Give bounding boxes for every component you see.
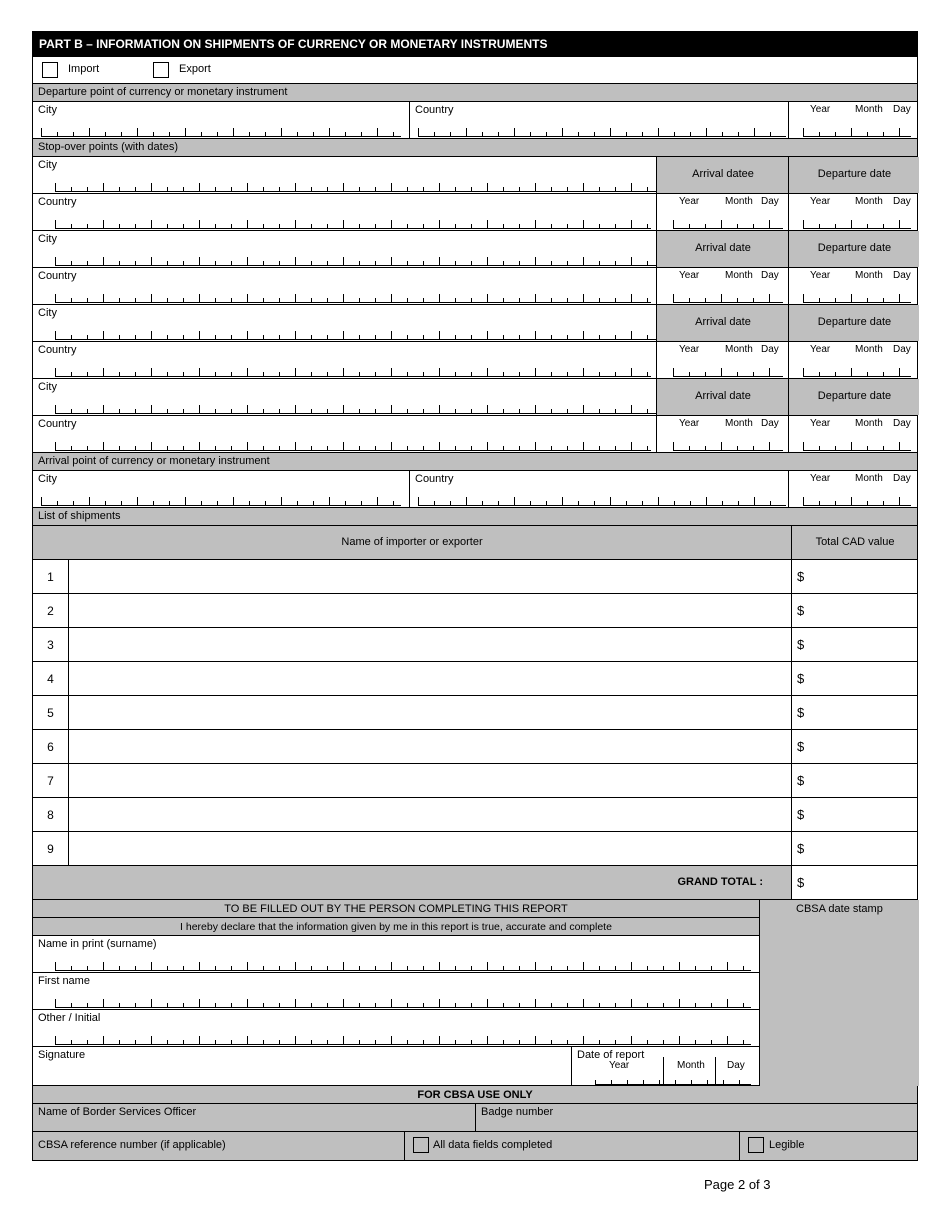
shipment-row-number: 9 — [33, 832, 69, 865]
shipment-value-field[interactable] — [792, 594, 919, 627]
signature-row — [33, 1047, 759, 1086]
stopover-departure-month-label: Month — [855, 344, 883, 355]
stopover-arrival-month-label: Month — [725, 344, 753, 355]
arrival-country-field[interactable] — [418, 497, 786, 506]
shipment-value-field[interactable] — [792, 628, 919, 661]
import-label: Import — [68, 63, 100, 75]
stopover-arrival-day-label: Day — [761, 196, 779, 207]
arrival-date-label: Arrival date — [695, 390, 751, 402]
stopover-city-row — [33, 379, 917, 416]
stopover-country-row — [33, 268, 917, 305]
part-b-form — [32, 31, 918, 1161]
legible-checkbox[interactable] — [748, 1137, 764, 1153]
stopover-departure-month-label: Month — [855, 196, 883, 207]
arrival-city-label: City — [38, 473, 57, 485]
departure-date-header — [788, 305, 919, 341]
stopover-departure-month-label: Month — [855, 270, 883, 281]
signature-field[interactable] — [33, 1047, 571, 1086]
stopover-city-label: City — [38, 381, 57, 393]
shipment-currency-symbol: $ — [797, 841, 805, 856]
shipment-row-number: 3 — [33, 628, 69, 661]
shipment-row-number: 2 — [33, 594, 69, 627]
shipment-name-field[interactable] — [70, 798, 791, 831]
stopover-city-field[interactable] — [55, 257, 663, 266]
stopover-country-row — [33, 194, 917, 231]
arrival-date-header — [656, 231, 788, 267]
declaration-statement: I hereby declare that the information given by me in this report is true, accurate and complete — [33, 918, 759, 936]
declaration-title: TO BE FILLED OUT BY THE PERSON COMPLETING THIS REPORT — [33, 900, 759, 918]
departure-month-label: Month — [855, 104, 883, 115]
departure-date-label: Departure date — [817, 242, 892, 254]
stopover-departure-month-label: Month — [855, 418, 883, 429]
officer-label: Name of Border Services Officer — [38, 1106, 197, 1118]
stopover-departure-date-field[interactable] — [803, 220, 911, 229]
stopover-section-label: Stop-over points (with dates) — [38, 141, 179, 153]
arrival-year-label: Year — [810, 473, 831, 484]
shipment-value-field[interactable] — [792, 730, 919, 763]
all-fields-checkbox[interactable] — [413, 1137, 429, 1153]
shipment-name-field[interactable] — [70, 832, 791, 865]
first-name-field[interactable] — [55, 999, 751, 1008]
stopover-departure-day-label: Day — [893, 344, 911, 355]
surname-row — [33, 936, 759, 973]
stopover-city-label: City — [38, 233, 57, 245]
other-initial-row — [33, 1010, 759, 1047]
shipment-name-field[interactable] — [70, 628, 791, 661]
departure-date-label: Departure date — [817, 316, 892, 328]
stopover-arrival-year-label: Year — [679, 270, 700, 281]
shipment-value-field[interactable] — [792, 798, 919, 831]
shipment-currency-symbol: $ — [797, 671, 805, 686]
shipment-name-field[interactable] — [70, 560, 791, 593]
shipment-currency-symbol: $ — [797, 773, 805, 788]
report-year-label: Year — [609, 1060, 630, 1071]
stopover-arrival-day-label: Day — [761, 270, 779, 281]
shipment-currency-symbol: $ — [797, 603, 805, 618]
other-initial-label: Other / Initial — [38, 1012, 101, 1024]
section-header: PART B – INFORMATION ON SHIPMENTS OF CURRENCY OR MONETARY INSTRUMENTS — [33, 32, 917, 57]
stopover-country-field[interactable] — [55, 442, 651, 451]
legible-label: Legible — [769, 1139, 805, 1151]
stopover-country-label: Country — [38, 344, 77, 356]
departure-country-label: Country — [415, 104, 454, 116]
grand-total-row — [33, 866, 917, 900]
departure-city-label: City — [38, 104, 57, 116]
stopover-city-row — [33, 157, 917, 194]
shipment-name-field[interactable] — [70, 696, 791, 729]
arrival-date-header — [656, 379, 788, 415]
departure-date-label: Departure date — [817, 168, 892, 180]
arrival-date-label: Arrival datee — [692, 168, 754, 180]
departure-row — [33, 102, 917, 139]
shipment-row-number: 7 — [33, 764, 69, 797]
shipment-row-number: 8 — [33, 798, 69, 831]
arrival-date-header — [656, 305, 788, 341]
stopover-departure-year-label: Year — [810, 270, 831, 281]
shipment-value-field[interactable] — [792, 832, 919, 865]
stopover-country-field[interactable] — [55, 294, 651, 303]
shipment-row — [33, 832, 917, 866]
stopover-departure-day-label: Day — [893, 196, 911, 207]
report-date-field[interactable] — [595, 1076, 751, 1085]
stopover-country-field[interactable] — [55, 220, 651, 229]
shipment-value-field[interactable] — [792, 764, 919, 797]
shipments-section-label-row — [33, 508, 917, 526]
shipment-name-field[interactable] — [70, 730, 791, 763]
shipment-row-number: 6 — [33, 730, 69, 763]
shipment-value-field[interactable] — [792, 696, 919, 729]
grand-total-label: GRAND TOTAL : — [677, 876, 763, 888]
departure-date-header — [788, 379, 919, 415]
other-initial-field[interactable] — [55, 1036, 751, 1045]
shipment-row — [33, 560, 917, 594]
shipment-value-field[interactable] — [792, 560, 919, 593]
arrival-section-label: Arrival point of currency or monetary instrument — [38, 455, 270, 467]
export-checkbox[interactable] — [153, 62, 169, 78]
reference-label: CBSA reference number (if applicable) — [38, 1139, 226, 1151]
arrival-date-label: Arrival date — [695, 242, 751, 254]
arrival-country-label: Country — [415, 473, 454, 485]
departure-year-label: Year — [810, 104, 831, 115]
direction-row — [33, 57, 917, 84]
reference-row — [33, 1132, 917, 1160]
date-of-report-label: Date of report — [577, 1049, 645, 1061]
stopover-arrival-date-field[interactable] — [673, 294, 783, 303]
shipment-row — [33, 662, 917, 696]
departure-section-label-row — [33, 84, 917, 102]
stopover-arrival-month-label: Month — [725, 270, 753, 281]
report-month-label: Month — [677, 1060, 705, 1071]
stopover-arrival-year-label: Year — [679, 196, 700, 207]
first-name-label: First name — [38, 975, 90, 987]
shipment-row — [33, 764, 917, 798]
surname-field[interactable] — [55, 962, 751, 971]
departure-date-header — [788, 157, 919, 193]
shipment-currency-symbol: $ — [797, 739, 805, 754]
officer-row — [33, 1104, 917, 1132]
badge-label: Badge number — [481, 1106, 554, 1118]
stopover-departure-date-field[interactable] — [803, 294, 911, 303]
stopover-country-row — [33, 342, 917, 379]
page-number: Page 2 of 3 — [704, 1177, 771, 1192]
stopover-country-field[interactable] — [55, 368, 651, 377]
report-day-label: Day — [727, 1060, 745, 1071]
stopover-arrival-date-field[interactable] — [673, 442, 783, 451]
stopover-departure-year-label: Year — [810, 344, 831, 355]
cbsa-title: FOR CBSA USE ONLY — [33, 1086, 917, 1104]
shipment-row — [33, 594, 917, 628]
shipment-currency-symbol: $ — [797, 569, 805, 584]
departure-section-label: Departure point of currency or monetary instrument — [38, 86, 288, 98]
stopover-city-row — [33, 231, 917, 268]
arrival-day-label: Day — [893, 473, 911, 484]
shipments-header-row — [33, 526, 917, 560]
arrival-date-field[interactable] — [803, 497, 911, 506]
arrival-date-header — [656, 157, 788, 193]
shipments-section-label: List of shipments — [38, 510, 121, 522]
shipment-row — [33, 730, 917, 764]
stopover-arrival-month-label: Month — [725, 196, 753, 207]
first-name-row — [33, 973, 759, 1010]
stopover-city-field[interactable] — [55, 331, 663, 340]
stopover-section-label-row — [33, 139, 917, 157]
shipment-currency-symbol: $ — [797, 637, 805, 652]
departure-date-header — [788, 231, 919, 267]
stopover-arrival-date-field[interactable] — [673, 220, 783, 229]
arrival-month-label: Month — [855, 473, 883, 484]
shipment-value-field[interactable] — [792, 662, 919, 695]
shipment-row-number: 5 — [33, 696, 69, 729]
stopover-departure-date-field[interactable] — [803, 442, 911, 451]
stopover-city-row — [33, 305, 917, 342]
departure-day-label: Day — [893, 104, 911, 115]
value-column-header: Total CAD value — [815, 536, 895, 548]
stopover-departure-year-label: Year — [810, 196, 831, 207]
surname-label: Name in print (surname) — [38, 938, 157, 950]
departure-date-label: Departure date — [817, 390, 892, 402]
grand-total-field[interactable] — [791, 866, 917, 899]
shipment-name-field[interactable] — [70, 662, 791, 695]
stopover-departure-year-label: Year — [810, 418, 831, 429]
stopover-departure-day-label: Day — [893, 270, 911, 281]
stopover-arrival-day-label: Day — [761, 418, 779, 429]
shipment-row — [33, 696, 917, 730]
departure-city-field[interactable] — [41, 128, 401, 137]
shipment-currency-symbol: $ — [797, 705, 805, 720]
stopover-country-label: Country — [38, 418, 77, 430]
shipment-row-number: 4 — [33, 662, 69, 695]
arrival-date-label: Arrival date — [695, 316, 751, 328]
stopover-country-label: Country — [38, 196, 77, 208]
export-label: Export — [179, 63, 211, 75]
stopover-departure-date-field[interactable] — [803, 368, 911, 377]
arrival-section-label-row — [33, 453, 917, 471]
stopover-city-label: City — [38, 159, 57, 171]
stopover-departure-day-label: Day — [893, 418, 911, 429]
stopover-arrival-year-label: Year — [679, 344, 700, 355]
name-column-header: Name of importer or exporter — [341, 536, 483, 548]
stopover-country-label: Country — [38, 270, 77, 282]
departure-date-field[interactable] — [803, 128, 911, 137]
all-fields-label: All data fields completed — [433, 1139, 553, 1151]
shipment-row — [33, 798, 917, 832]
shipment-currency-symbol: $ — [797, 807, 805, 822]
shipment-name-field[interactable] — [70, 764, 791, 797]
stopover-country-row — [33, 416, 917, 453]
stopover-arrival-date-field[interactable] — [673, 368, 783, 377]
arrival-city-field[interactable] — [41, 497, 401, 506]
stopover-city-label: City — [38, 307, 57, 319]
stopover-city-field[interactable] — [55, 405, 663, 414]
stopover-city-field[interactable] — [55, 183, 663, 192]
cbsa-date-stamp-area — [759, 900, 919, 1086]
signature-label: Signature — [38, 1049, 86, 1061]
stopover-arrival-day-label: Day — [761, 344, 779, 355]
shipment-name-field[interactable] — [70, 594, 791, 627]
declaration-block — [33, 900, 917, 1086]
shipment-row — [33, 628, 917, 662]
stopover-arrival-month-label: Month — [725, 418, 753, 429]
grand-total-currency-symbol: $ — [797, 875, 805, 890]
stopover-arrival-year-label: Year — [679, 418, 700, 429]
shipment-row-number: 1 — [33, 560, 69, 593]
import-checkbox[interactable] — [42, 62, 58, 78]
cbsa-date-stamp-label: CBSA date stamp — [796, 903, 883, 915]
arrival-row — [33, 471, 917, 508]
departure-country-field[interactable] — [418, 128, 786, 137]
